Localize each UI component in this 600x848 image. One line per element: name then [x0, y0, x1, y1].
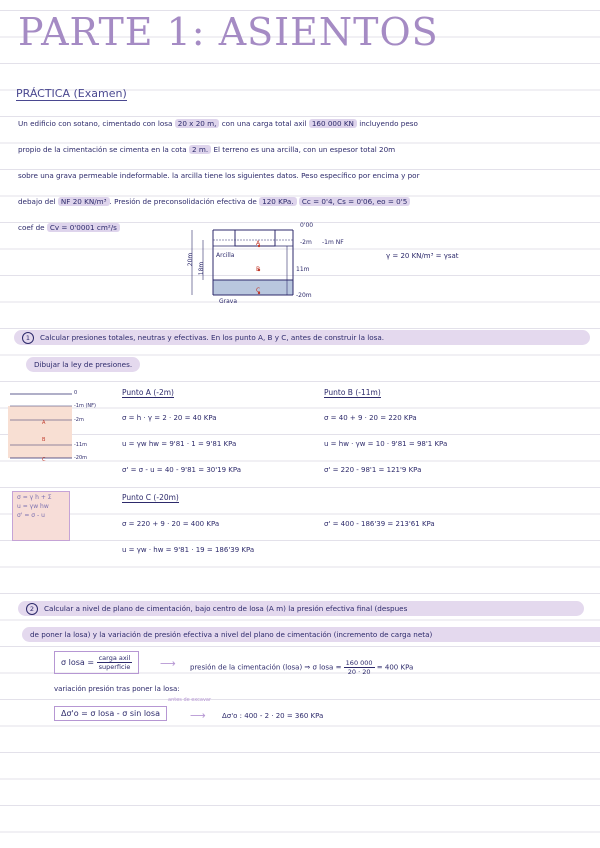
question-1-banner: 1 Calcular presiones totales, neutras y efectivas. En los punto A, B y C, antes de construir la losa. [14, 330, 590, 345]
diagram-point-a: A [42, 420, 46, 426]
formulas-box [12, 491, 70, 541]
point-b-neutral: u = hw · γw = 10 · 9'81 = 98'1 KPa [324, 440, 448, 448]
point-a-neutral: u = γw hw = 9'81 · 1 = 9'81 KPa [122, 440, 237, 448]
statement-line-4: debajo del NF 20 KN/m³ . Presión de preconsolidación efectiva de 120 KPa. Cc = 0'4, Cs = 0'06, eo = 0'5 [18, 197, 410, 206]
arrow-icon: ⟶ [160, 657, 176, 670]
profile-point-b: B [256, 266, 261, 273]
level-label-0: -2m [300, 239, 312, 246]
question-1-number: 1 [22, 332, 34, 344]
level-label-1: -1m NF [322, 239, 344, 246]
diagram-label-1: -1m (NF) [74, 403, 96, 409]
statement-line-2: propio de la cimentación se cimenta en la cota 2 m. El terreno es una arcilla, con un espesor total 20m [18, 145, 396, 154]
point-a-total: σ = h · γ = 2 · 20 = 40 KPa [122, 414, 217, 422]
page-title: PARTE 1: ASIENTOS [18, 10, 439, 54]
point-c-total: σ = 220 + 9 · 20 = 400 KPa [122, 520, 220, 528]
diagram-label-3: -11m [74, 442, 88, 448]
clay-label: Arcilla [216, 252, 235, 259]
formula-neutral: u = γw hw [17, 503, 49, 510]
page-subtitle: PRÁCTICA (Examen) [16, 87, 127, 100]
height-clay-label: 18m [198, 261, 206, 276]
height-20-label: -20m [296, 292, 312, 299]
formula-total: σ = γ h + Σ [17, 494, 52, 501]
basement [235, 230, 275, 246]
variation-note: antes de excavar [168, 697, 212, 703]
diagram-point-c: C [42, 457, 46, 463]
height-total-label: 20m [187, 252, 195, 267]
gravel-layer [213, 280, 293, 295]
delta-result: Δσ'o : 400 - 2 · 20 = 360 KPa [222, 712, 324, 720]
diagram-label-0: 0 [74, 390, 78, 396]
diagram-label-4: -20m [74, 455, 88, 461]
arrow-icon-2: ⟶ [190, 709, 206, 722]
question-2-number: 2 [26, 603, 38, 615]
formula-effective: σ' = σ - u [17, 512, 45, 519]
gravel-label: Grava [219, 298, 238, 305]
variation-text: variación presión tras poner la losa: [54, 685, 180, 693]
point-b-effective: σ' = 220 - 98'1 = 121'9 KPa [324, 466, 422, 474]
point-a-heading: Punto A (-2m) [122, 388, 174, 397]
diagram-point-b: B [42, 437, 46, 443]
delta-formula: Δσ'o = σ losa - σ sin losa [54, 706, 167, 721]
pressure-law-diagram [8, 388, 80, 466]
profile-point-c: C [256, 287, 261, 294]
height-11-label: 11m [296, 266, 310, 273]
point-b-heading: Punto B (-11m) [324, 388, 381, 397]
level-top-label: 0'00 [300, 222, 314, 229]
unit-weight-equation: γ = 20 KN/m³ = γsat [386, 252, 459, 260]
point-c-neutral: u = γw · hw = 9'81 · 19 = 186'39 KPa [122, 546, 255, 554]
point-c-heading: Punto C (-20m) [122, 493, 179, 502]
question-2-banner-line-2: de poner la losa) y la variación de presión efectiva a nivel del plano de cimentación (incremento de carga neta) [22, 627, 600, 642]
slab-pressure-formula: σ losa = $\frac{\text{carga axil}}{\text{superficie}}$ [54, 651, 139, 674]
point-a-effective: σ' = σ - u = 40 - 9'81 = 30'19 KPa [122, 466, 242, 474]
statement-line-1: Un edificio con sotano, cimentado con losa 20 x 20 m, con una carga total axil 160 000 KN incluyendo peso [18, 119, 418, 128]
soil-profile-diagram [180, 220, 360, 312]
slab-pressure-text: presión de la cimentación (losa) ⇒ σ losa = $\frac{160 000}{20 \cdot 20}$ = 400 KPa [190, 659, 414, 676]
statement-line-5: coef de Cv = 0'0001 cm²/s [18, 223, 120, 232]
point-c-effective: σ' = 400 - 186'39 = 213'61 KPa [324, 520, 435, 528]
question-2-banner-line-1: 2 Calcular a nivel de plano de cimentación, bajo centro de losa (A m) la presión efectiva final (despues [18, 601, 584, 616]
point-b-total: σ = 40 + 9 · 20 = 220 KPa [324, 414, 417, 422]
statement-line-3: sobre una grava permeable indeformable. la arcilla tiene los siguientes datos. Peso específico por encima y por [18, 171, 420, 180]
diagram-label-2: -2m [74, 417, 84, 423]
profile-point-a: A [256, 240, 261, 247]
question-1-sub: Dibujar la ley de presiones. [26, 357, 140, 372]
